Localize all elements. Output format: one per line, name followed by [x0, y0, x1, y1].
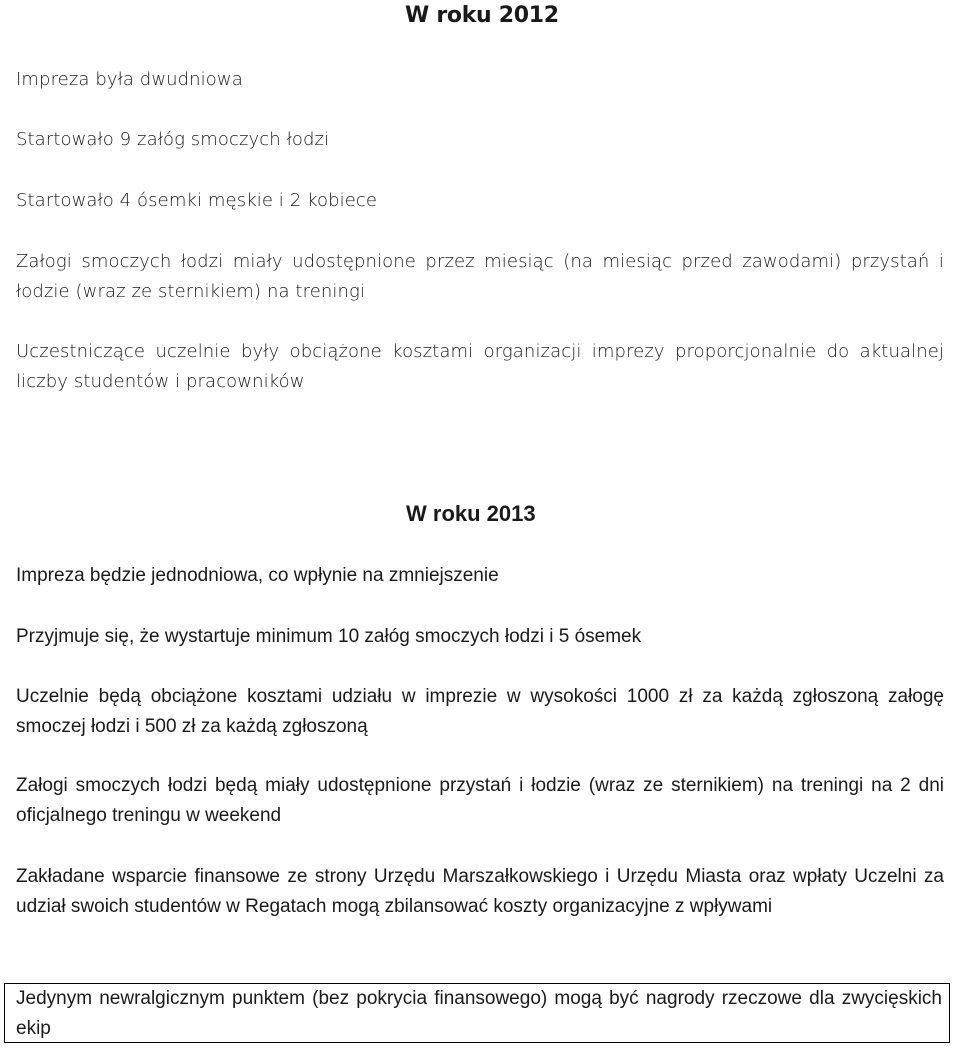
item-2013-participants: Przyjmuje się, że wystartuje minimum 10 załóg smoczych łodzi i 5 ósemek: [16, 626, 642, 647]
heading-2012: W roku 2012: [405, 3, 559, 28]
item-2012-costs: Uczestniczące uczelnie były obciążone kosztami organizacji imprezy proporcjonalnie do aktualnej liczby studentów i pracowników: [16, 341, 944, 392]
note-prizes: Jedynym newralgicznym punktem (bez pokrycia finansowego) mogą być nagrody rzeczowe dla zwycięskich ekip: [16, 988, 942, 1039]
heading-2013: W roku 2013: [406, 501, 536, 526]
item-2012-training: Załogi smoczych łodzi miały udostępnione przez miesiąc (na miesiąc przed zawodami) przystań i łodzie (wraz ze sternikiem) na treningi: [16, 251, 944, 302]
item-2012-dragon-boats: Startowało 9 załóg smoczych łodzi: [16, 129, 330, 150]
item-2012-duration: Impreza była dwudniowa: [16, 69, 243, 90]
item-2013-training: Załogi smoczych łodzi będą miały udostępnione przystań i łodzie (wraz ze sternikiem) na treningi na 2 dni oficjalnego treningu w weekend: [16, 775, 944, 826]
item-2013-duration: Impreza będzie jednodniowa, co wpłynie na zmniejszenie: [16, 565, 499, 586]
item-2013-fees: Uczelnie będą obciążone kosztami udziału w imprezie w wysokości 1000 zł za każdą zgłoszoną załogę smoczej łodzi i 500 zł za każdą zgłoszoną: [16, 686, 944, 737]
item-2013-funding: Zakładane wsparcie finansowe ze strony Urzędu Marszałkowskiego i Urzędu Miasta oraz wpłaty Uczelni za udział swoich studentów w Regatach mogą zbilansować koszty organizacyjne z wpływami: [16, 866, 944, 917]
item-2012-eights: Startowało 4 ósemki męskie i 2 kobiece: [16, 190, 378, 211]
highlight-box: [4, 983, 950, 1043]
